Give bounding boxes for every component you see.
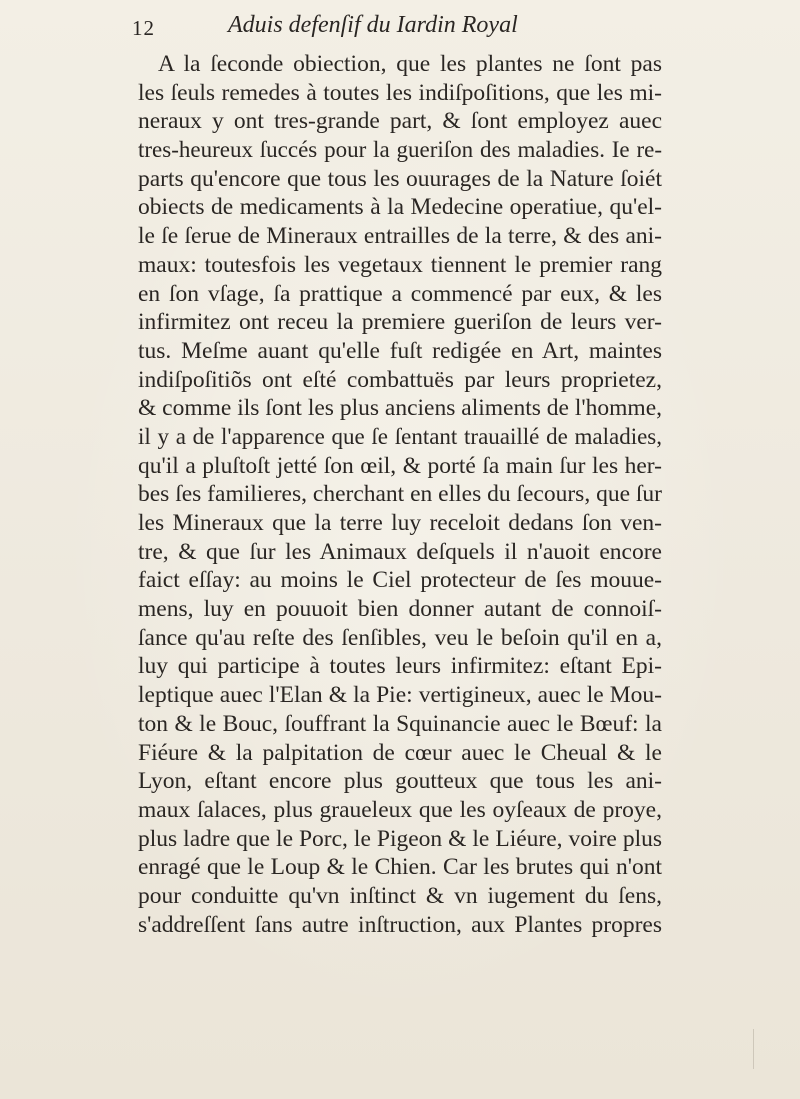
running-title: Aduis defenſif du Iardin Royal [228, 12, 518, 38]
text-line: obiects de medicaments à la Medecine operatiue, qu'el- [138, 194, 662, 221]
text-line: ſance qu'au reſte des ſenſibles, veu le beſoin qu'il en a, [138, 624, 662, 651]
text-line: neraux y ont tres-grande part, & ſont employez auec [138, 108, 662, 135]
text-line: tre, & que ſur les Animaux deſquels il n'auoit encore [138, 538, 662, 565]
text-line: il y a de l'apparence que ſe ſentant trauaillé de maladies, [138, 423, 662, 449]
text-line: enragé que le Loup & le Chien. Car les brutes qui n'ont [138, 854, 662, 881]
text-line: Lyon, eſtant encore plus goutteux que tous les ani- [138, 768, 662, 795]
text-line: leptique auec l'Elan & la Pie: vertigineux, auec le Mou- [138, 682, 662, 709]
text-line: pour conduitte qu'vn inſtinct & vn iugement du ſens, [138, 882, 662, 909]
text-line: faict eſſay: au moins le Ciel protecteur de ſes mouue- [138, 567, 662, 594]
text-line: les Mineraux que la terre luy receloit dedans ſon ven- [138, 510, 662, 536]
text-line: A la ſeconde obiection, que les plantes ne ſont pas [158, 51, 662, 77]
paper-mark [753, 1029, 760, 1069]
text-line: les ſeuls remedes à toutes les indiſpoſitions, que les mi- [138, 79, 662, 106]
text-line: tus. Meſme auant qu'elle fuſt redigée en Art, maintes [138, 337, 662, 364]
text-line: indiſpoſitiõs ont eſté combattuës par leurs proprietez, [138, 366, 662, 393]
text-line: & comme ils ſont les plus anciens aliments de l'homme, [138, 395, 662, 422]
text-line: ton & le Bouc, ſouffrant la Squinancie auec le Bœuf: la [138, 710, 662, 737]
text-line: le ſe ſerue de Mineraux entrailles de la terre, & des ani- [138, 223, 662, 250]
text-line: maux: toutesfois les vegetaux tiennent le premier rang [138, 251, 662, 278]
text-line: maux ſalaces, plus graueleux que les oyſeaux de proye, [138, 796, 662, 823]
page-number: 12 [132, 16, 155, 40]
body-text [138, 50, 662, 939]
text-line: qu'il a pluſtoſt jetté ſon œil, & porté ſa main ſur les her- [138, 452, 662, 479]
text-line: mens, luy en pouuoit bien donner autant de connoiſ- [138, 596, 662, 623]
text-line: plus ladre que le Porc, le Pigeon & le Liéure, voire plus [138, 825, 662, 852]
text-line: tres-heureux ſuccés pour la gueriſon des maladies. Ie re- [138, 137, 662, 163]
text-line: luy qui participe à toutes leurs infirmitez: eſtant Epi- [138, 653, 662, 680]
text-line: s'addreſſent ſans autre inſtruction, aux Plantes propres [138, 911, 662, 938]
text-line: en ſon vſage, ſa prattique a commencé par eux, & les [138, 280, 662, 307]
text-line: infirmitez ont receu la premiere gueriſon de leurs ver- [138, 309, 662, 336]
text-line: bes ſes familieres, cherchant en elles du ſecours, que ſur [138, 481, 662, 508]
text-line: parts qu'encore que tous les ouurages de la Nature ſoiét [138, 165, 662, 192]
text-line: Fiéure & la palpitation de cœur auec le Cheual & le [138, 739, 662, 766]
page-header [132, 12, 692, 46]
